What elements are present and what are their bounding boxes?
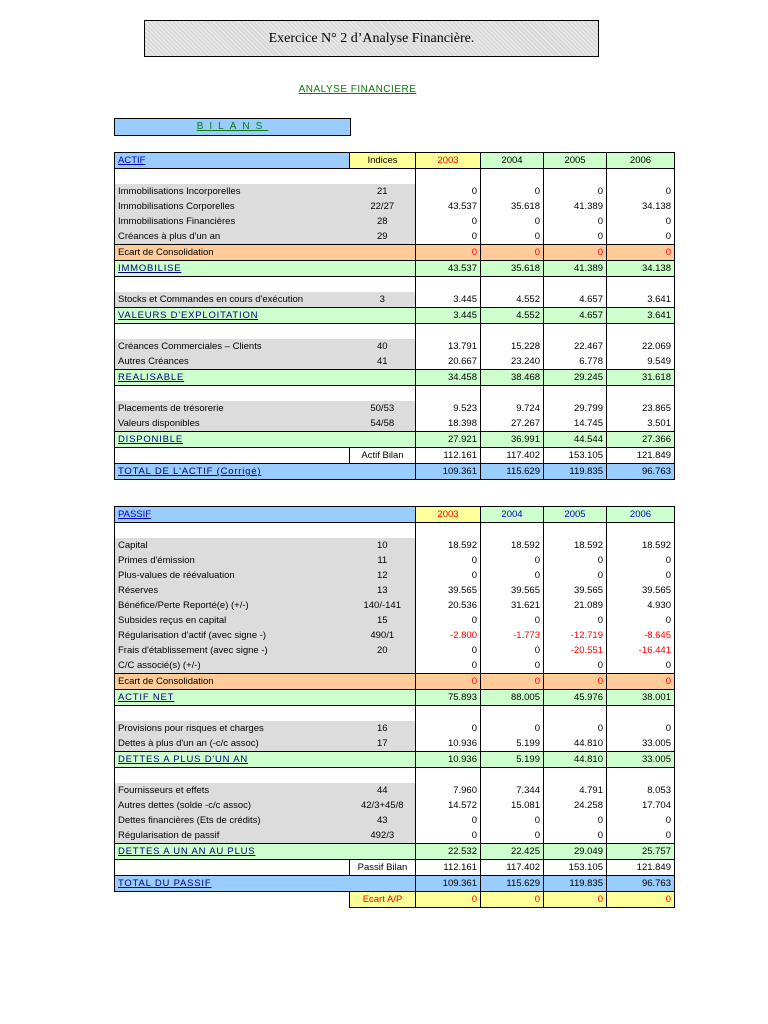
table-row: Dettes financières (Ets de crédits) 43 0 0 0 0	[115, 813, 675, 828]
bilans-header: BILANS	[114, 118, 351, 136]
passif-bilan-row: Passif Bilan 112.161 117.402 153.105 121.849	[115, 860, 675, 876]
actif-label: ACTIF	[115, 153, 350, 169]
table-row: Créances Commerciales – Clients 40 13.791 15.228 22.467 22.069	[115, 339, 675, 354]
table-row: Autres dettes (solde -c/c assoc) 42/3+45/8 14.572 15.081 24.258 17.704	[115, 798, 675, 813]
valeurs-exploitation-row: VALEURS D'EXPLOITATION 3.445 4.552 4.657 3.641	[115, 308, 675, 324]
table-row: Stocks et Commandes en cours d'exécution 3 3.445 4.552 4.657 3.641	[115, 292, 675, 308]
ecart-consolidation-row: Ecart de Consolidation 0 0 0 0	[115, 245, 675, 261]
total-actif-row: TOTAL DE L'ACTIF (Corrigé) 109.361 115.629 119.835 96.763	[115, 464, 675, 480]
indices-header: Indices	[350, 153, 416, 169]
year-2005-header: 2005	[544, 507, 607, 523]
table-row: Placements de trésorerie 50/53 9.523 9.724 29.799 23.865	[115, 401, 675, 416]
table-row: Provisions pour risques et charges 16 0 0 0 0	[115, 721, 675, 736]
immobilise-total-row: IMMOBILISE 43.537 35.618 41.389 34.138	[115, 261, 675, 277]
total-passif-row: TOTAL DU PASSIF 109.361 115.629 119.835 96.763	[115, 876, 675, 892]
table-row: Primes d'émission 11 0 0 0 0	[115, 553, 675, 568]
table-row: Immobilisations Financières 28 0 0 0 0	[115, 214, 675, 229]
table-row: Immobilisations Incorporelles 21 0 0 0 0	[115, 184, 675, 199]
actif-net-row: ACTIF NET 75.893 88.005 45.976 38.001	[115, 690, 675, 706]
disponible-row: DISPONIBLE 27.921 36.991 44.544 27.366	[115, 432, 675, 448]
ecart-ap-row: Ecart A/P 0 0 0 0	[115, 892, 675, 908]
table-row: Régularisation d'actif (avec signe -) 490/1 -2.800 -1.773 -12.719 -8.645	[115, 628, 675, 643]
table-row: Fournisseurs et effets 44 7.960 7.344 4.791 8.053	[115, 783, 675, 798]
dettes-plus-un-an-row: DETTES A PLUS D'UN AN 10.936 5.199 44.810 33.005	[115, 752, 675, 768]
sheet-title: Exercice N° 2 d’Analyse Financière.	[144, 20, 599, 57]
table-row: Capital 10 18.592 18.592 18.592 18.592	[115, 538, 675, 553]
table-row: Valeurs disponibles 54/58 18.398 27.267 14.745 3.501	[115, 416, 675, 432]
year-2003-header: 2003	[416, 507, 481, 523]
year-2004-header: 2004	[481, 507, 544, 523]
table-row: Plus-values de réévaluation 12 0 0 0 0	[115, 568, 675, 583]
actif-bilan-row: Actif Bilan 112.161 117.402 153.105 121.849	[115, 448, 675, 464]
table-row: Bénéfice/Perte Reporté(e) (+/-) 140/-141 20.536 31.621 21.089 4.930	[115, 598, 675, 613]
table-row: Subsides reçus en capital 15 0 0 0 0	[115, 613, 675, 628]
dettes-un-an-row: DETTES A UN AN AU PLUS 22.532 22.425 29.049 25.757	[115, 844, 675, 860]
year-2003-header: 2003	[416, 153, 481, 169]
year-2006-header: 2006	[607, 507, 675, 523]
actif-table	[114, 152, 675, 480]
table-row: Autres Créances 41 20.667 23.240 6.778 9.549	[115, 354, 675, 370]
table-row: Régularisation de passif 492/3 0 0 0 0	[115, 828, 675, 844]
ecart-consolidation-row: Ecart de Consolidation 0 0 0 0	[115, 674, 675, 690]
table-row: Créances à plus d'un an 29 0 0 0 0	[115, 229, 675, 245]
passif-table	[114, 506, 675, 908]
actif-header-row	[115, 153, 675, 169]
table-row: C/C associé(s) (+/-) 0 0 0 0	[115, 658, 675, 674]
year-2005-header: 2005	[544, 153, 607, 169]
table-row: Frais d'établissement (avec signe -) 20 0 0 -20.551 -16.441	[115, 643, 675, 658]
table-row: Réserves 13 39.565 39.565 39.565 39.565	[115, 583, 675, 598]
year-2004-header: 2004	[481, 153, 544, 169]
passif-header-row	[115, 507, 675, 523]
realisable-row: REALISABLE 34.458 38.468 29.245 31.618	[115, 370, 675, 386]
analysis-subtitle: ANALYSE FINANCIERE	[298, 84, 417, 95]
year-2006-header: 2006	[607, 153, 675, 169]
table-row: Immobilisations Corporelles 22/27 43.537 35.618 41.389 34.138	[115, 199, 675, 214]
table-row: Dettes à plus d'un an (-c/c assoc) 17 10.936 5.199 44.810 33.005	[115, 736, 675, 752]
passif-label: PASSIF	[115, 507, 350, 523]
